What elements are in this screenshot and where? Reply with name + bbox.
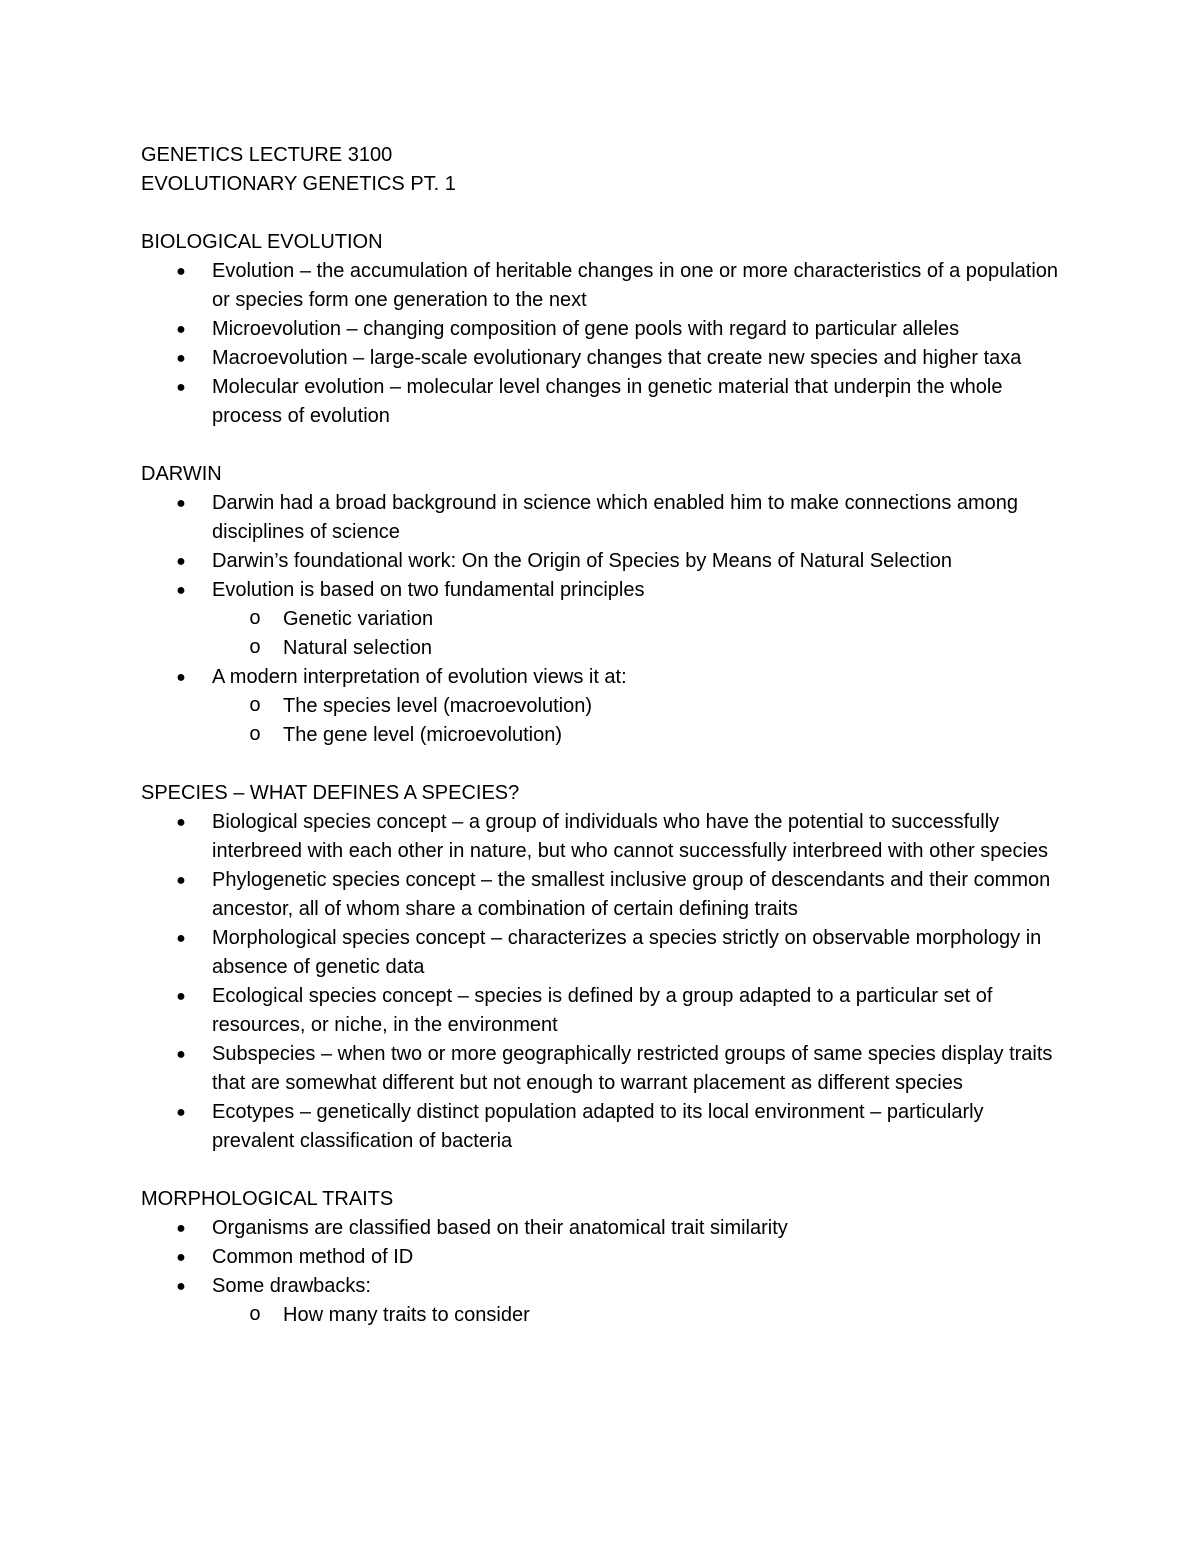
bullet-list	[141, 257, 1071, 431]
list-item-text: Evolution – the accumulation of heritable changes in one or more characteristics of a population or species form one generation to the next	[212, 260, 1059, 311]
document-body	[141, 199, 1071, 1330]
list-item-text: A modern interpretation of evolution views it at:	[212, 666, 627, 688]
list-item	[141, 866, 1071, 924]
bullet-icon: ●	[176, 814, 186, 831]
section-spacer	[141, 750, 1071, 779]
bullet-icon: ●	[176, 1046, 186, 1063]
list-item	[141, 315, 1071, 344]
bullet-icon: ●	[176, 988, 186, 1005]
bullet-icon: ●	[176, 553, 186, 570]
section-spacer	[141, 199, 1071, 228]
bullet-list	[141, 489, 1071, 750]
section-heading: DARWIN	[141, 463, 222, 485]
bullet-list	[141, 808, 1071, 1156]
list-item	[141, 808, 1071, 866]
circle-bullet-icon: o	[248, 1304, 261, 1327]
document-title: GENETICS LECTURE 3100	[141, 144, 393, 166]
list-item-text: Morphological species concept – characterizes a species strictly on observable morphology in absence of genetic data	[212, 927, 1042, 978]
bullet-icon: ●	[176, 1249, 186, 1266]
bullet-icon: ●	[176, 930, 186, 947]
list-item	[141, 1243, 1071, 1272]
list-item-text: Macroevolution – large-scale evolutionary changes that create new species and higher taxa	[212, 347, 1022, 369]
sub-list-item	[212, 721, 1071, 750]
list-item	[141, 982, 1071, 1040]
sub-list-item-text: The gene level (microevolution)	[283, 724, 563, 746]
sub-list	[212, 605, 1071, 663]
list-item	[141, 576, 1071, 663]
section-spacer	[141, 431, 1071, 460]
section-heading: MORPHOLOGICAL TRAITS	[141, 1188, 394, 1210]
sub-list-item	[212, 605, 1071, 634]
document-page	[141, 141, 1071, 1330]
list-item	[141, 1272, 1071, 1330]
list-item	[141, 1040, 1071, 1098]
sub-list-item-text: How many traits to consider	[283, 1304, 530, 1326]
list-item-text: Organisms are classified based on their anatomical trait similarity	[212, 1217, 788, 1239]
bullet-icon: ●	[176, 379, 186, 396]
bullet-icon: ●	[176, 872, 186, 889]
bullet-list	[141, 1214, 1071, 1330]
bullet-icon: ●	[176, 1104, 186, 1121]
list-item	[141, 373, 1071, 431]
list-item-text: Darwin’s foundational work: On the Origin of Species by Means of Natural Selection	[212, 550, 953, 572]
list-item	[141, 344, 1071, 373]
list-item	[141, 1214, 1071, 1243]
list-item-text: Biological species concept – a group of individuals who have the potential to successfully interbreed with each other in nature, but who cannot successfully interbreed with other species	[212, 811, 1049, 862]
sub-list	[212, 1301, 1071, 1330]
bullet-icon: ●	[176, 495, 186, 512]
list-item-text: Ecotypes – genetically distinct population adapted to its local environment – particularly prevalent classification of bacteria	[212, 1101, 984, 1152]
sub-list-item	[212, 1301, 1071, 1330]
sub-list-item-text: Genetic variation	[283, 608, 434, 630]
section-heading: BIOLOGICAL EVOLUTION	[141, 231, 383, 253]
list-item	[141, 489, 1071, 547]
list-item-text: Common method of ID	[212, 1246, 414, 1268]
sub-list-item-text: The species level (macroevolution)	[283, 695, 593, 717]
bullet-icon: ●	[176, 321, 186, 338]
list-item	[141, 924, 1071, 982]
document-subtitle: EVOLUTIONARY GENETICS PT. 1	[141, 173, 456, 195]
bullet-icon: ●	[176, 1220, 186, 1237]
list-item-text: Some drawbacks:	[212, 1275, 371, 1297]
circle-bullet-icon: o	[248, 724, 261, 747]
section-spacer	[141, 1156, 1071, 1185]
bullet-icon: ●	[176, 669, 186, 686]
circle-bullet-icon: o	[248, 695, 261, 718]
bullet-icon: ●	[176, 582, 186, 599]
list-item-text: Darwin had a broad background in science which enabled him to make connections among disciplines of science	[212, 492, 1019, 543]
section-heading: SPECIES – WHAT DEFINES A SPECIES?	[141, 782, 520, 804]
sub-list-item	[212, 692, 1071, 721]
list-item-text: Subspecies – when two or more geographically restricted groups of same species display traits that are somewhat different but not enough to warrant placement as different species	[212, 1043, 1053, 1094]
list-item-text: Microevolution – changing composition of gene pools with regard to particular alleles	[212, 318, 960, 340]
circle-bullet-icon: o	[248, 608, 261, 631]
bullet-icon: ●	[176, 350, 186, 367]
list-item	[141, 1098, 1071, 1156]
list-item	[141, 547, 1071, 576]
bullet-icon: ●	[176, 1278, 186, 1295]
list-item	[141, 257, 1071, 315]
sub-list-item	[212, 634, 1071, 663]
circle-bullet-icon: o	[248, 637, 261, 660]
bullet-icon: ●	[176, 263, 186, 280]
list-item	[141, 663, 1071, 750]
list-item-text: Ecological species concept – species is defined by a group adapted to a particular set of resources, or niche, in the environment	[212, 985, 993, 1036]
sub-list	[212, 692, 1071, 750]
list-item-text: Evolution is based on two fundamental principles	[212, 579, 645, 601]
list-item-text: Molecular evolution – molecular level changes in genetic material that underpin the whole process of evolution	[212, 376, 1003, 427]
list-item-text: Phylogenetic species concept – the smallest inclusive group of descendants and their common ancestor, all of whom share a combination of certain defining traits	[212, 869, 1051, 920]
sub-list-item-text: Natural selection	[283, 637, 432, 659]
